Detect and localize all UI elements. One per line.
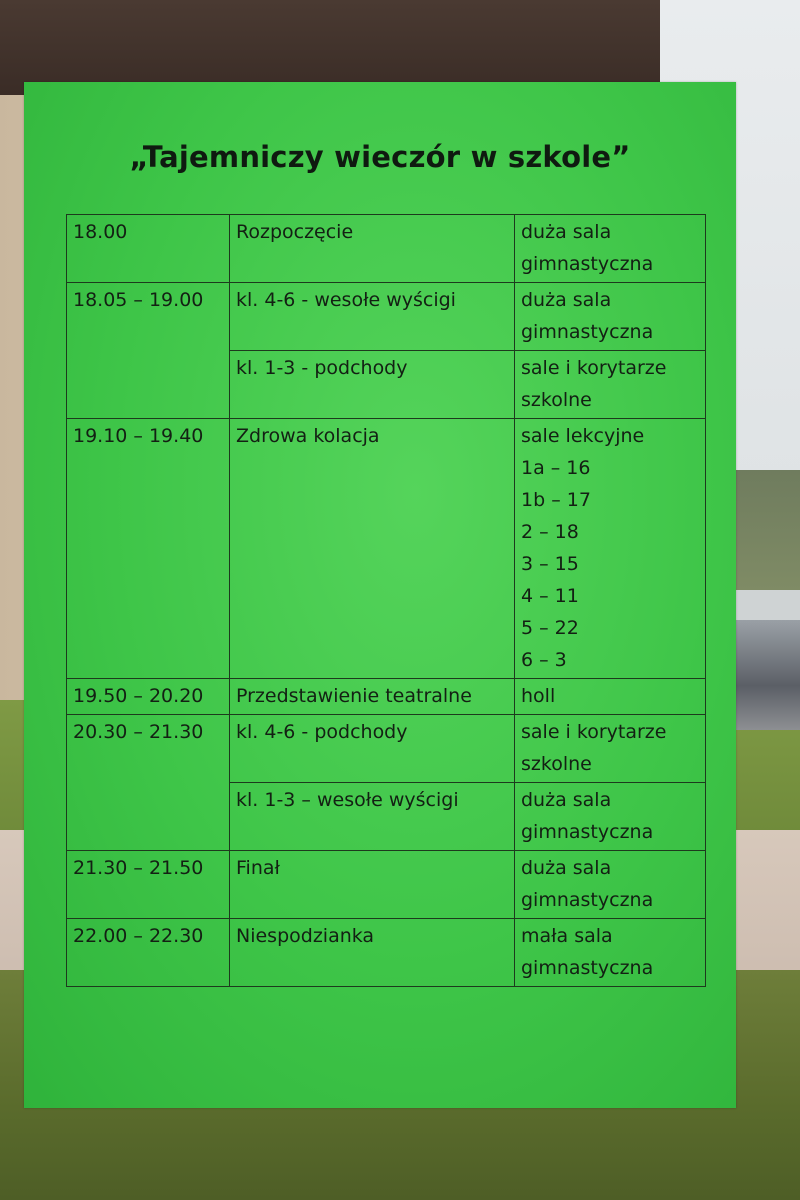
place-line: duża sala [521, 221, 612, 243]
table-row [67, 851, 706, 919]
place-line: gimnastyczna [521, 957, 654, 979]
place-line: 3 – 15 [521, 553, 579, 575]
table-row [67, 283, 706, 351]
event-cell: kl. 1-3 - podchody [230, 351, 515, 419]
time-cell: 18.05 – 19.00 [67, 283, 230, 419]
place-line: gimnastyczna [521, 253, 654, 275]
place-line: szkolne [521, 389, 592, 411]
place-cell [515, 419, 706, 679]
place-line: sale i korytarze [521, 721, 667, 743]
place-line: mała sala [521, 925, 613, 947]
table-row [67, 919, 706, 987]
place-line: gimnastyczna [521, 321, 654, 343]
place-line: duża sala [521, 857, 612, 879]
building-roof [0, 0, 660, 95]
time-cell: 19.50 – 20.20 [67, 679, 230, 715]
table-row [67, 715, 706, 783]
place-line: szkolne [521, 753, 592, 775]
event-cell: Przedstawienie teatralne [230, 679, 515, 715]
event-cell: kl. 1-3 – wesołe wyścigi [230, 783, 515, 851]
place-line: 5 – 22 [521, 617, 579, 639]
place-cell [515, 351, 706, 419]
time-cell: 22.00 – 22.30 [67, 919, 230, 987]
schedule-table [66, 214, 706, 987]
place-line: duża sala [521, 789, 612, 811]
place-cell [515, 919, 706, 987]
place-line: gimnastyczna [521, 889, 654, 911]
event-cell: Finał [230, 851, 515, 919]
parked-cars [730, 620, 800, 730]
place-cell [515, 679, 706, 715]
event-cell: Niespodzianka [230, 919, 515, 987]
time-cell: 21.30 – 21.50 [67, 851, 230, 919]
place-line: 1b – 17 [521, 489, 591, 511]
place-line: gimnastyczna [521, 821, 654, 843]
place-line: 2 – 18 [521, 521, 579, 543]
event-cell: Rozpoczęcie [230, 215, 515, 283]
table-row [67, 419, 706, 679]
place-cell [515, 283, 706, 351]
poster-title: „Tajemniczy wieczór w szkole” [129, 140, 631, 174]
event-cell: kl. 4-6 - wesołe wyścigi [230, 283, 515, 351]
place-line: sale i korytarze [521, 357, 667, 379]
place-line: 1a – 16 [521, 457, 591, 479]
place-cell [515, 783, 706, 851]
green-poster [24, 82, 736, 1108]
place-line: 6 – 3 [521, 649, 567, 671]
table-row [67, 679, 706, 715]
place-cell [515, 715, 706, 783]
time-cell: 20.30 – 21.30 [67, 715, 230, 851]
place-line: sale lekcyjne [521, 425, 645, 447]
event-cell: kl. 4-6 - podchody [230, 715, 515, 783]
place-cell [515, 851, 706, 919]
place-line: holl [521, 685, 556, 707]
place-line: 4 – 11 [521, 585, 579, 607]
place-cell [515, 215, 706, 283]
time-cell: 19.10 – 19.40 [67, 419, 230, 679]
time-cell: 18.00 [67, 215, 230, 283]
place-line: duża sala [521, 289, 612, 311]
event-cell: Zdrowa kolacja [230, 419, 515, 679]
table-row [67, 215, 706, 283]
